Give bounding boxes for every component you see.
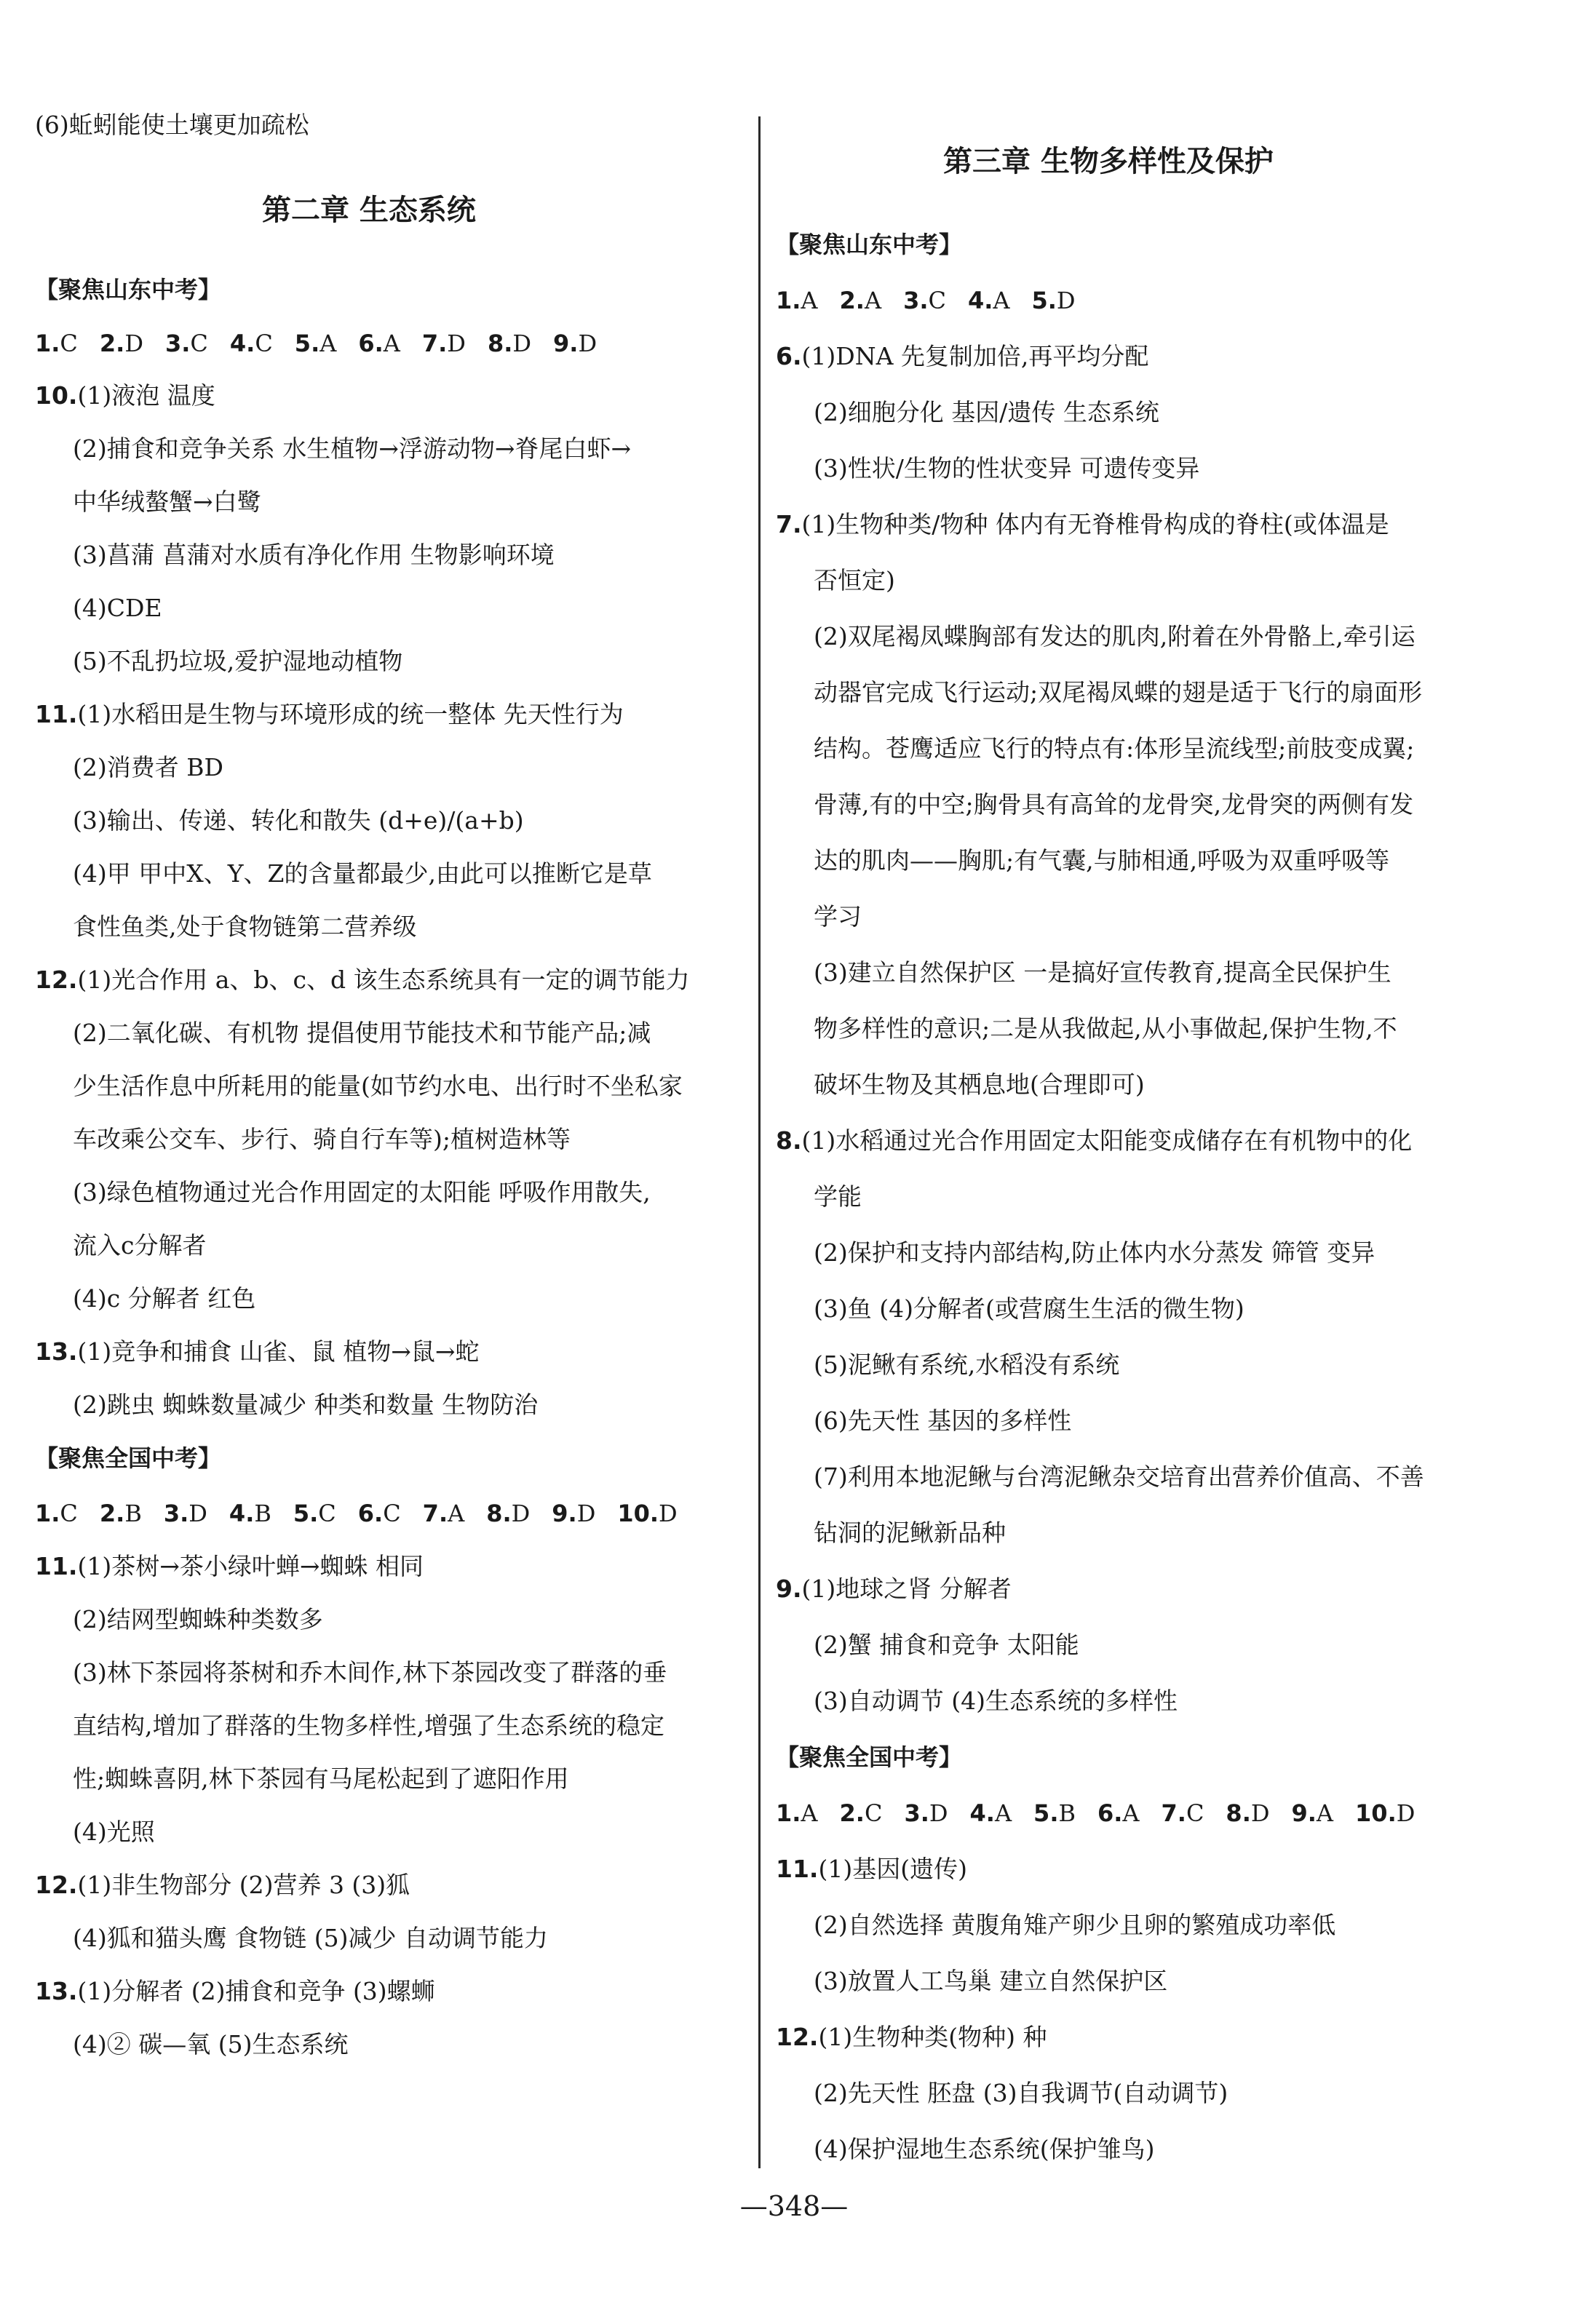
mc-choice: D [1396, 1799, 1416, 1827]
mc-answer [904, 1799, 948, 1828]
mc-question-number: 2. [99, 1500, 125, 1527]
q12-line-4: 车改乘公交车、步行、骑自行车等);植树造林等 [73, 1125, 571, 1153]
q10-line-2: (2)捕食和竞争关系 水生植物→浮游动物→脊尾白虾→ [73, 434, 632, 463]
q11-line-5: 食性鱼类,处于食物链第二营养级 [73, 912, 417, 941]
q12-line-6: 流入c分解者 [73, 1231, 207, 1260]
q10-line-6: (5)不乱扔垃圾,爱护湿地动植物 [73, 647, 403, 675]
national-section-heading: 【聚焦全国中考】 [35, 1444, 222, 1472]
mc-question-number: 2. [99, 330, 125, 357]
mc-question-number: 3. [164, 330, 191, 357]
q7-line-2: 否恒定) [814, 566, 895, 594]
mc-answer [1097, 1799, 1140, 1828]
question-number: 11. [35, 1552, 78, 1580]
mc-choice: A [448, 1500, 465, 1527]
q10-line-5: (4)CDE [73, 594, 162, 622]
national-mc-answers [776, 1799, 1437, 1828]
mc-choice: D [1056, 287, 1076, 314]
q12-line-2: (2)二氧化碳、有机物 提倡使用节能技术和节能产品;减 [73, 1019, 651, 1047]
mc-choice: A [864, 287, 882, 314]
shandong-section-heading: 【聚焦山东中考】 [776, 231, 963, 258]
q6-line-1 [776, 342, 1148, 371]
n11-line-3: (3)林下茶园将茶树和乔木间作,林下茶园改变了群落的垂 [73, 1658, 667, 1687]
n12-line-3: (4)保护湿地生态系统(保护雏鸟) [814, 2135, 1155, 2163]
q8-line-5: (5)泥鳅有系统,水稻没有系统 [814, 1350, 1120, 1379]
n11-line-1 [35, 1552, 424, 1581]
question-number: 12. [35, 966, 78, 994]
q9-line-1 [776, 1575, 1012, 1604]
n12-line-2: (4)狐和猫头鹰 食物链 (5)减少 自动调节能力 [73, 1924, 548, 1952]
mc-answer [488, 329, 531, 358]
mc-question-number: 7. [1161, 1799, 1186, 1827]
mc-choice: B [254, 1500, 271, 1527]
mc-choice: C [928, 287, 946, 314]
mc-question-number: 9. [1291, 1799, 1317, 1827]
q12-line-3: 少生活作息中所耗用的能量(如节约水电、出行时不坐私家 [73, 1072, 683, 1100]
mc-question-number: 4. [229, 330, 255, 357]
q7-line-7: 达的肌肉——胸肌;有气囊,与肺相通,呼吸为双重呼吸等 [814, 846, 1390, 875]
q11-line-3: (3)输出、传递、转化和散失 (d+e)/(a+b) [73, 806, 524, 835]
q5-part6-line: (6)蚯蚓能使土壤更加疏松 [35, 111, 309, 139]
n13-line-2: (4)② 碳—氧 (5)生态系统 [73, 2030, 349, 2058]
mc-choice: A [801, 1799, 818, 1827]
mc-question-number: 4. [967, 287, 993, 314]
mc-answer [903, 286, 946, 315]
mc-answer [1355, 1799, 1415, 1828]
mc-question-number: 7. [421, 330, 448, 357]
question-number: 10. [35, 381, 78, 410]
mc-choice: C [318, 1500, 336, 1527]
question-number: 12. [35, 1871, 78, 1899]
q8-line-4: (3)鱼 (4)分解者(或营腐生生活的微生物) [814, 1294, 1244, 1323]
q10-line-1 [35, 381, 215, 410]
q13-line-1 [35, 1337, 480, 1366]
mc-question-number: 7. [422, 1500, 448, 1527]
q7-line-10: 物多样性的意识;二是从我做起,从小事做起,保护生物,不 [814, 1014, 1397, 1043]
mc-answer [1032, 286, 1076, 315]
mc-question-number: 8. [487, 330, 513, 357]
n11-line-4: 直结构,增加了群落的生物多样性,增强了生态系统的稳定 [73, 1711, 664, 1740]
mc-choice: B [124, 1500, 142, 1527]
national-section-heading: 【聚焦全国中考】 [776, 1743, 963, 1771]
mc-choice: D [512, 330, 532, 357]
mc-choice: C [60, 1500, 78, 1527]
answer-text: (1)水稻通过光合作用固定太阳能变成储存在有机物中的化 [801, 1126, 1413, 1155]
q7-line-1 [776, 510, 1389, 539]
answer-text: (1)基因(遗传) [818, 1855, 967, 1883]
q7-line-4: 动器官完成飞行运动;双尾褐凤蝶的翅是适于飞行的扇面形 [814, 678, 1423, 707]
q12-line-1 [35, 966, 690, 995]
answer-text: (1)地球之肾 分解者 [801, 1575, 1012, 1603]
q7-line-5: 结构。苍鹰适应飞行的特点有:体形呈流线型;前肢变成翼; [814, 734, 1415, 763]
mc-choice: D [124, 330, 143, 357]
q12-line-7: (4)c 分解者 红色 [73, 1284, 256, 1313]
q8-line-3: (2)保护和支持内部结构,防止体内水分蒸发 筛管 变异 [814, 1238, 1375, 1267]
mc-choice: B [1058, 1799, 1076, 1827]
mc-choice: C [60, 330, 78, 357]
question-number: 8. [776, 1126, 802, 1155]
question-number: 11. [35, 700, 78, 728]
q9-line-2: (2)蟹 捕食和竞争 太阳能 [814, 1631, 1079, 1659]
mc-question-number: 1. [35, 1500, 60, 1527]
mc-choice: A [801, 287, 818, 314]
answer-text: (1)茶树→茶小绿叶蝉→蜘蛛 相同 [77, 1552, 424, 1580]
q13-line-2: (2)跳虫 蜘蛛数量减少 种类和数量 生物防治 [73, 1390, 539, 1419]
chapter-3-title: 第三章 生物多样性及保护 [943, 145, 1274, 178]
mc-question-number: 3. [903, 287, 929, 314]
q8-line-8: 钻洞的泥鳅新品种 [814, 1519, 1006, 1547]
mc-answer [230, 329, 273, 358]
answer-text: (1)水稻田是生物与环境形成的统一整体 先天性行为 [77, 700, 624, 728]
mc-question-number: 2. [839, 287, 865, 314]
answer-text: (1)光合作用 a、b、c、d 该生态系统具有一定的调节能力 [77, 966, 690, 994]
shandong-mc-answers [776, 286, 1097, 315]
n11-line-1 [776, 1855, 967, 1884]
q10-line-3: 中华绒螯蟹→白鹭 [73, 488, 261, 516]
mc-choice: D [1250, 1799, 1270, 1827]
q7-line-8: 学习 [814, 902, 862, 931]
mc-choice: D [188, 1500, 207, 1527]
mc-question-number: 4. [969, 1799, 995, 1827]
answer-text: (1)DNA 先复制加倍,再平均分配 [801, 342, 1149, 370]
q12-line-5: (3)绿色植物通过光合作用固定的太阳能 呼吸作用散失, [73, 1178, 651, 1206]
mc-question-number: 9. [553, 330, 579, 357]
mc-answer [423, 1499, 465, 1528]
q11-line-2: (2)消费者 BD [73, 753, 223, 781]
q8-line-7: (7)利用本地泥鳅与台湾泥鳅杂交培育出营养价值高、不善 [814, 1463, 1424, 1491]
column-divider [758, 116, 761, 2168]
mc-answer [422, 329, 466, 358]
mc-question-number: 8. [1226, 1799, 1251, 1827]
mc-choice: D [511, 1500, 531, 1527]
mc-answer [617, 1499, 677, 1528]
q8-line-1 [776, 1126, 1412, 1155]
n12-line-1 [776, 2023, 1047, 2052]
mc-answer [35, 1499, 78, 1528]
answer-text: (1)非生物部分 (2)营养 3 (3)狐 [77, 1871, 410, 1899]
mc-question-number: 5. [1031, 287, 1057, 314]
q6-line-3: (3)性状/生物的性状变异 可遗传变异 [814, 454, 1200, 482]
mc-choice: C [255, 330, 273, 357]
mc-question-number: 1. [35, 330, 60, 357]
q7-line-6: 骨薄,有的中空;胸骨具有高耸的龙骨突,龙骨突的两侧有发 [814, 790, 1414, 819]
mc-answer [1033, 1799, 1076, 1828]
mc-choice: D [447, 330, 466, 357]
mc-answer [164, 1499, 207, 1528]
mc-question-number: 1. [776, 1799, 801, 1827]
mc-answer [1162, 1799, 1204, 1828]
q6-line-2: (2)细胞分化 基因/遗传 生态系统 [814, 398, 1159, 426]
mc-choice: A [994, 1799, 1012, 1827]
mc-answer [776, 1799, 818, 1828]
q7-line-9: (3)建立自然保护区 一是搞好宣传教育,提高全民保护生 [814, 958, 1392, 987]
mc-answer [840, 286, 882, 315]
mc-choice: A [383, 330, 400, 357]
mc-choice: C [190, 330, 208, 357]
mc-question-number: 5. [293, 1500, 319, 1527]
answer-text: (1)生物种类(物种) 种 [818, 2023, 1047, 2051]
mc-question-number: 6. [358, 330, 384, 357]
mc-question-number: 8. [486, 1500, 512, 1527]
q7-line-11: 破坏生物及其栖息地(合理即可) [814, 1070, 1145, 1099]
mc-choice: A [1316, 1799, 1334, 1827]
answer-text: (1)液泡 温度 [77, 381, 215, 410]
mc-answer [165, 329, 208, 358]
mc-answer [1226, 1799, 1269, 1828]
mc-answer [840, 1799, 883, 1828]
mc-choice: D [578, 330, 598, 357]
q10-line-4: (3)菖蒲 菖蒲对水质有净化作用 生物影响环境 [73, 541, 555, 569]
question-number: 11. [776, 1855, 819, 1883]
mc-answer [968, 286, 1010, 315]
q11-line-1 [35, 700, 624, 729]
mc-answer [776, 286, 818, 315]
n13-line-1 [35, 1977, 435, 2006]
mc-answer [553, 329, 597, 358]
mc-question-number: 4. [229, 1500, 255, 1527]
mc-question-number: 5. [1033, 1799, 1059, 1827]
mc-answer [100, 1499, 142, 1528]
answer-text: (1)分解者 (2)捕食和竞争 (3)螺蛳 [77, 1977, 435, 2005]
q9-line-3: (3)自动调节 (4)生态系统的多样性 [814, 1687, 1178, 1715]
question-number: 9. [776, 1575, 802, 1603]
mc-choice: A [319, 330, 337, 357]
mc-question-number: 3. [163, 1500, 189, 1527]
question-number: 12. [776, 2023, 819, 2051]
q7-line-3: (2)双尾褐凤蝶胸部有发达的肌肉,附着在外骨骼上,牵引运 [814, 622, 1416, 650]
mc-choice: C [1186, 1799, 1204, 1827]
n11-line-3: (3)放置人工鸟巢 建立自然保护区 [814, 1967, 1168, 1995]
mc-answer [295, 329, 337, 358]
n11-line-2: (2)自然选择 黄腹角雉产卵少且卵的繁殖成功率低 [814, 1911, 1336, 1939]
answer-text: (1)生物种类/物种 体内有无脊椎骨构成的脊柱(或体温是 [801, 510, 1389, 538]
mc-answer [1292, 1799, 1334, 1828]
mc-answer [970, 1799, 1012, 1828]
mc-answer [229, 1499, 271, 1528]
page-number: —348— [739, 2190, 849, 2222]
question-number: 13. [35, 1337, 78, 1366]
mc-question-number: 5. [294, 330, 320, 357]
mc-answer [35, 329, 78, 358]
mc-question-number: 6. [1097, 1799, 1123, 1827]
n12-line-2: (2)先天性 胚盘 (3)自我调节(自动调节) [814, 2079, 1228, 2107]
mc-question-number: 9. [552, 1500, 577, 1527]
shandong-section-heading: 【聚焦山东中考】 [35, 276, 222, 303]
question-number: 13. [35, 1977, 78, 2005]
q11-line-4: (4)甲 甲中X、Y、Z的含量都最少,由此可以推断它是草 [73, 859, 652, 888]
mc-answer [100, 329, 143, 358]
mc-question-number: 1. [776, 287, 801, 314]
mc-choice: A [1122, 1799, 1140, 1827]
q8-line-2: 学能 [814, 1182, 862, 1211]
mc-question-number: 2. [839, 1799, 865, 1827]
mc-choice: D [929, 1799, 948, 1827]
mc-answer [358, 1499, 401, 1528]
mc-question-number: 6. [357, 1500, 384, 1527]
national-mc-answers [35, 1499, 699, 1528]
question-number: 6. [776, 342, 802, 370]
q8-line-6: (6)先天性 基因的多样性 [814, 1406, 1072, 1435]
mc-choice: C [383, 1500, 401, 1527]
mc-question-number: 10. [1355, 1799, 1397, 1827]
mc-choice: C [864, 1799, 883, 1827]
mc-answer [293, 1499, 336, 1528]
n12-line-1 [35, 1871, 410, 1900]
n11-line-2: (2)结网型蜘蛛种类数多 [73, 1605, 323, 1633]
mc-answer [552, 1499, 595, 1528]
mc-choice: D [576, 1500, 596, 1527]
n11-line-5: 性;蜘蛛喜阴,林下茶园有马尾松起到了遮阳作用 [73, 1764, 569, 1793]
shandong-mc-answers [35, 329, 619, 358]
answer-text: (1)竞争和捕食 山雀、鼠 植物→鼠→蛇 [77, 1337, 480, 1366]
mc-question-number: 3. [904, 1799, 929, 1827]
n11-line-6: (4)光照 [73, 1818, 155, 1846]
question-number: 7. [776, 510, 802, 538]
mc-answer [486, 1499, 530, 1528]
chapter-2-title: 第二章 生态系统 [262, 194, 476, 227]
mc-choice: A [993, 287, 1010, 314]
mc-choice: D [659, 1500, 678, 1527]
mc-answer [358, 329, 400, 358]
mc-question-number: 10. [617, 1500, 659, 1527]
